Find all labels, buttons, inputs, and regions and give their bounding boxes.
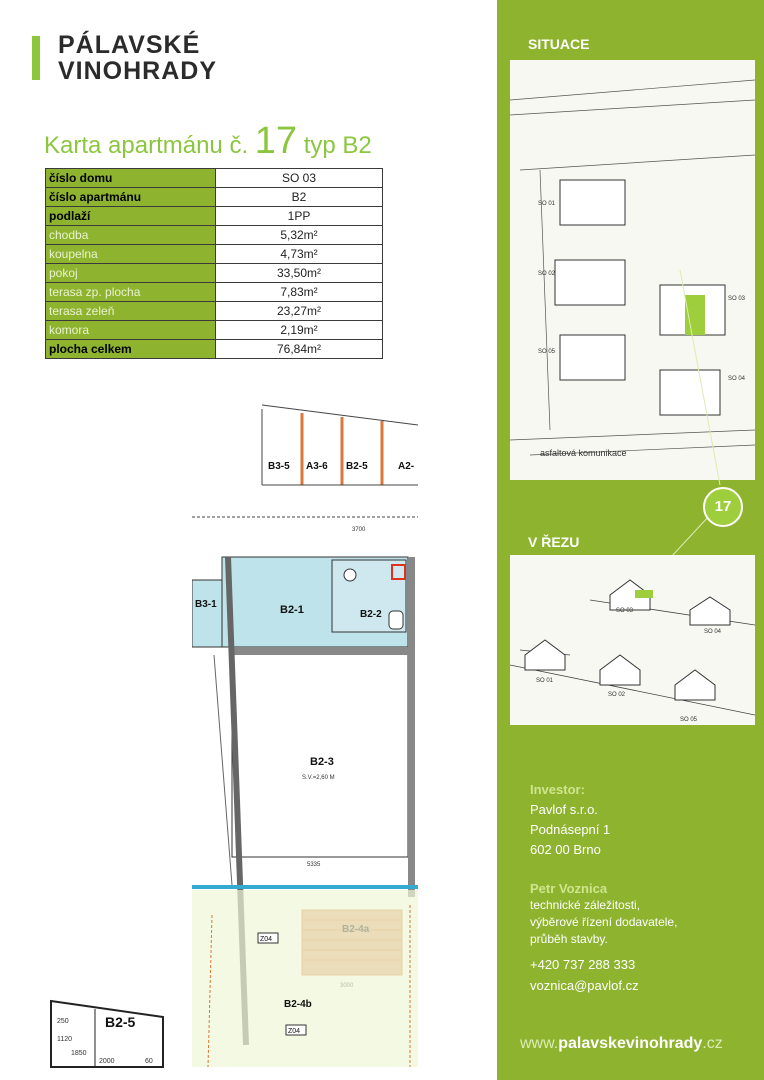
spec-value: SO 03 xyxy=(216,169,383,188)
contact-line: průběh stavby. xyxy=(530,932,608,946)
sink-symbol xyxy=(389,611,403,629)
spec-value: B2 xyxy=(216,188,383,207)
room-label-b21: B2-1 xyxy=(280,604,304,616)
dim-3700: 3700 xyxy=(352,527,366,533)
room-label-b35: B3-5 xyxy=(268,461,290,472)
main-room xyxy=(232,647,408,857)
spec-row xyxy=(46,207,383,226)
spec-value: 76,84m² xyxy=(216,340,383,359)
investor-line: Pavlof s.r.o. xyxy=(530,802,598,817)
contact-heading: Petr Voznica xyxy=(530,881,608,896)
garden-fill xyxy=(192,890,418,1067)
logo-line1: PÁLAVSKÉ xyxy=(58,31,201,59)
spec-label: číslo domu xyxy=(46,169,216,188)
spec-label: podlaží xyxy=(46,207,216,226)
spec-row xyxy=(46,283,383,302)
spec-row xyxy=(46,188,383,207)
building-so01 xyxy=(560,180,625,225)
spec-value: 5,32m² xyxy=(216,226,383,245)
key-plan-label: B2-5 xyxy=(105,1014,136,1030)
title-suffix: typ B2 xyxy=(303,132,372,159)
room-label-a36: A3-6 xyxy=(306,461,328,472)
key-plan-dim: 250 xyxy=(57,1018,69,1025)
room-label-b24b: B2-4b xyxy=(284,999,312,1010)
spec-label: komora xyxy=(46,321,216,340)
investor-line: Podnásepní 1 xyxy=(530,822,611,837)
map-label-so04: SO 04 xyxy=(728,376,746,382)
spec-value: 7,83m² xyxy=(216,283,383,302)
room-b31-fill xyxy=(192,580,222,647)
map-label-so02: SO 02 xyxy=(538,271,556,277)
spec-value: 23,27m² xyxy=(216,302,383,321)
map-label-road: asfaltová komunikace xyxy=(540,448,627,458)
spec-value: 4,73m² xyxy=(216,245,383,264)
page-title xyxy=(44,120,372,163)
contact-block xyxy=(530,880,677,994)
right-wall xyxy=(408,557,415,897)
spec-row xyxy=(46,340,383,359)
section-label-so04: SO 04 xyxy=(704,629,722,635)
section-label-so03: SO 03 xyxy=(616,608,634,614)
toilet-symbol xyxy=(344,569,356,581)
section-label-so01: SO 01 xyxy=(536,678,554,684)
rez-heading: V ŘEZU xyxy=(528,534,580,550)
contact-email[interactable]: voznica@pavlof.cz xyxy=(530,978,639,993)
spec-label: koupelna xyxy=(46,245,216,264)
room-label-b31: B3-1 xyxy=(195,599,217,610)
spec-row xyxy=(46,264,383,283)
key-plan xyxy=(45,995,167,1070)
website-domain: palavskevinohrady xyxy=(558,1035,703,1052)
room-label-a2: A2- xyxy=(398,461,415,472)
spec-label: číslo apartmánu xyxy=(46,188,216,207)
label-z04a: Z04 xyxy=(260,936,273,943)
room-label-b22: B2-2 xyxy=(360,609,382,620)
label-z04b: Z04 xyxy=(288,1028,301,1035)
spec-row xyxy=(46,226,383,245)
section-view xyxy=(510,555,755,725)
section-label-so02: SO 02 xyxy=(608,692,626,698)
website-link[interactable] xyxy=(520,1035,723,1053)
investor-line: 602 00 Brno xyxy=(530,842,601,857)
spec-row xyxy=(46,321,383,340)
section-label-so05: SO 05 xyxy=(680,717,698,723)
map-label-so05: SO 05 xyxy=(538,349,556,355)
spec-value: 33,50m² xyxy=(216,264,383,283)
pointer-lines xyxy=(600,270,740,600)
logo-bar xyxy=(32,36,40,80)
spec-label: pokoj xyxy=(46,264,216,283)
apartment-badge: 17 xyxy=(703,487,743,527)
title-prefix: Karta apartmánu č. xyxy=(44,132,249,159)
key-plan-dim: 60 xyxy=(145,1058,153,1065)
wall-strip xyxy=(232,647,408,655)
room-b23-height: S.V.=2,60 M xyxy=(302,775,335,781)
room-label-b25: B2-5 xyxy=(346,461,368,472)
spec-label: chodba xyxy=(46,226,216,245)
pointer-line xyxy=(680,270,720,485)
dim-5335: 5335 xyxy=(307,862,321,868)
key-plan-dim: 2000 xyxy=(99,1058,115,1065)
spec-label: terasa zeleň xyxy=(46,302,216,321)
situace-heading: SITUACE xyxy=(528,36,590,52)
investor-heading: Investor: xyxy=(530,782,585,797)
specs-table xyxy=(45,168,383,359)
spec-label: plocha celkem xyxy=(46,340,216,359)
contact-phone: +420 737 288 333 xyxy=(530,957,636,972)
spec-value: 1PP xyxy=(216,207,383,226)
spec-row xyxy=(46,169,383,188)
logo-line2: VINOHRADY xyxy=(58,57,218,85)
website-suffix: .cz xyxy=(702,1035,723,1052)
spec-value: 2,19m² xyxy=(216,321,383,340)
website-prefix: www. xyxy=(520,1035,559,1052)
spec-row xyxy=(46,302,383,321)
section-highlight xyxy=(635,590,653,598)
key-plan-dim: 1850 xyxy=(71,1050,87,1057)
spec-row xyxy=(46,245,383,264)
spec-label: terasa zp. plocha xyxy=(46,283,216,302)
section-background xyxy=(510,555,755,725)
terrace-edge xyxy=(192,885,418,889)
floor-plan xyxy=(192,385,418,1067)
key-plan-dim: 1120 xyxy=(57,1036,73,1043)
title-number: 17 xyxy=(254,120,298,162)
room-label-b23: B2-3 xyxy=(310,756,334,768)
contact-line: výběrové řízení dodavatele, xyxy=(530,915,678,929)
logo xyxy=(58,32,217,84)
map-label-so03: SO 03 xyxy=(728,296,746,302)
map-label-so01: SO 01 xyxy=(538,201,556,207)
contact-line: technické záležitosti, xyxy=(530,898,641,912)
investor-block xyxy=(530,780,610,860)
